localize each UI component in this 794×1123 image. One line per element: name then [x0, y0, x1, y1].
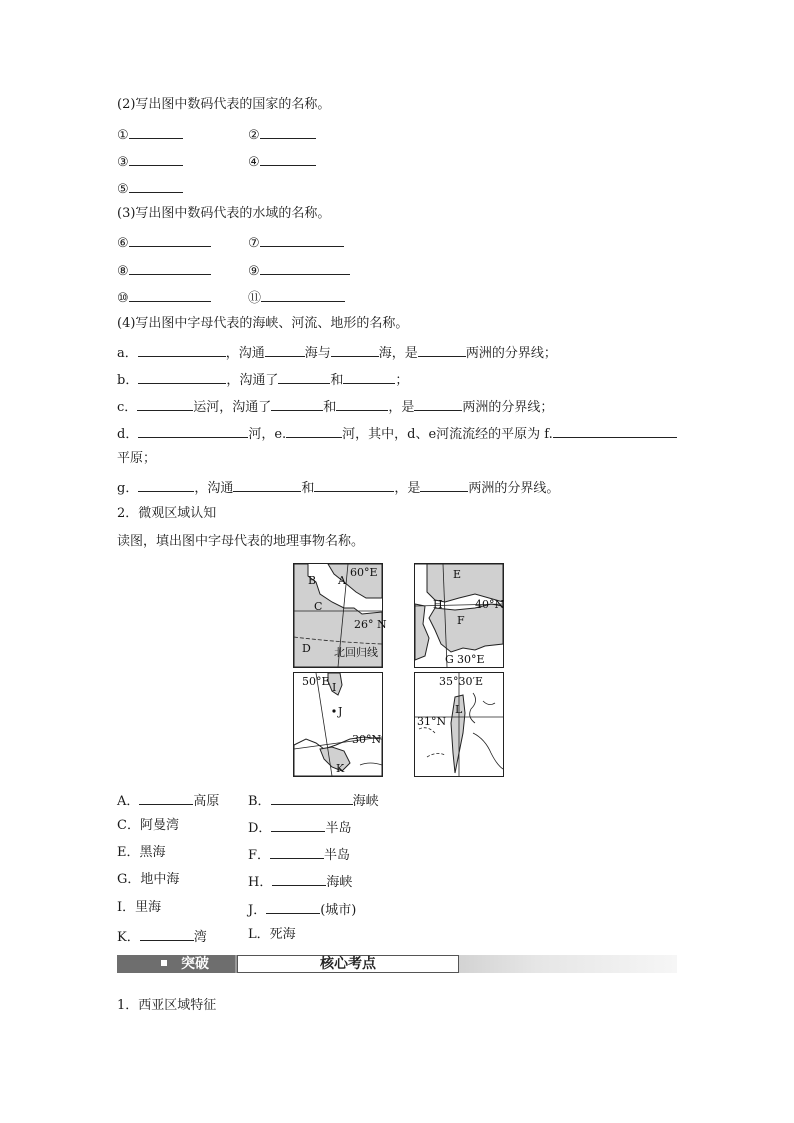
answer-blank[interactable] [270, 844, 324, 859]
map-turkey [414, 563, 504, 668]
answer-blank[interactable] [129, 178, 183, 193]
q4-line-d: d． 河，e. 河，其中，d、e河流流经的平原为 f. [117, 423, 677, 444]
answer-blank[interactable] [140, 926, 194, 941]
map-deadsea [414, 672, 504, 777]
answer-blank[interactable] [129, 124, 183, 139]
q2-item-4: ④ [248, 151, 316, 172]
answer-blank[interactable] [139, 790, 193, 805]
answer-blank[interactable] [271, 817, 325, 832]
map-label-tropic: 北回归线 [334, 646, 378, 659]
map-label-lat: 26° N [354, 618, 387, 631]
answer-blank[interactable] [418, 342, 466, 357]
map-label-lon: 50°E [302, 675, 330, 688]
q4-line-b: b． ，沟通了 和 ； [117, 369, 408, 390]
map-label-lat: 31°N [417, 715, 447, 728]
map-label-lat: 30°N [352, 733, 382, 746]
map-label-F: F [457, 614, 465, 627]
map-label-L: L [455, 703, 463, 716]
section-banner [117, 955, 677, 975]
answer-blank[interactable] [261, 287, 345, 302]
answer-C: C．阿曼湾 [117, 818, 179, 833]
q4-line-a: a． ，沟通 海与 海，是 两洲的分界线； [117, 342, 557, 363]
answer-blank[interactable] [129, 260, 211, 275]
map-label-J: J [338, 705, 343, 718]
square-bullet-icon [161, 960, 167, 966]
q4-line-g: g． ，沟通 和 ，是 两洲的分界线。 [117, 477, 559, 498]
answer-blank[interactable] [336, 396, 388, 411]
answer-blank[interactable] [265, 342, 305, 357]
answer-blank[interactable] [553, 423, 677, 438]
answer-blank[interactable] [271, 396, 323, 411]
answer-K: K． 湾 [117, 926, 207, 947]
q3-item-8: ⑧ [117, 260, 211, 281]
map-label-H: H [433, 598, 443, 611]
answer-blank[interactable] [260, 151, 316, 166]
answer-blank[interactable] [271, 790, 353, 805]
answer-E: E．黑海 [117, 845, 166, 860]
answer-blank[interactable] [138, 369, 226, 384]
map-label-A: A [338, 574, 346, 587]
answer-I: I．里海 [117, 900, 162, 915]
q3-title: (3)写出图中数码代表的水域的名称。 [117, 206, 331, 221]
answer-J: J． (城市) [248, 899, 356, 920]
answer-blank[interactable] [343, 369, 395, 384]
q2-title: (2)写出图中数码代表的国家的名称。 [117, 97, 331, 112]
banner-right: 核心考点 [237, 955, 459, 973]
answer-blank[interactable] [137, 396, 193, 411]
map-label-lon: 35°30′E [439, 675, 484, 688]
map-caspian [293, 672, 383, 777]
answer-blank[interactable] [138, 423, 248, 438]
section-title-west-asia: 1．西亚区域特征 [117, 998, 217, 1013]
q4-title: (4)写出图中字母代表的海峡、河流、地形的名称。 [117, 316, 409, 331]
map-hormuz [293, 563, 387, 668]
q3-item-11: ⑪ [248, 287, 345, 308]
answer-blank[interactable] [266, 899, 320, 914]
answer-blank[interactable] [286, 423, 342, 438]
banner-left: 突破 [117, 955, 235, 973]
map-label-E: E [453, 568, 462, 581]
answer-blank[interactable] [314, 477, 394, 492]
map-label-G: G [445, 653, 454, 666]
answer-A: A． 高原 [117, 790, 219, 811]
answer-D: D． 半岛 [248, 817, 351, 838]
q2-item-2: ② [248, 124, 316, 145]
answer-blank[interactable] [138, 477, 194, 492]
q3-item-6: ⑥ [117, 232, 211, 253]
answer-blank[interactable] [233, 477, 301, 492]
answer-H: H． 海峡 [248, 871, 352, 892]
answer-blank[interactable] [129, 151, 183, 166]
map-label-lon: 60°E [350, 566, 378, 579]
q2-item-5: ⑤ [117, 178, 183, 199]
map-label-D: D [302, 642, 311, 655]
q3-item-10: ⑩ [117, 287, 211, 308]
answer-blank[interactable] [129, 232, 211, 247]
q2-item-3: ③ [117, 151, 183, 172]
answer-B: B． 海峡 [248, 790, 379, 811]
answer-blank[interactable] [331, 342, 379, 357]
answer-blank[interactable] [272, 871, 326, 886]
q3-item-9: ⑨ [248, 260, 350, 281]
q2-item-1: ① [117, 124, 183, 145]
q4-line-d-cont: 平原； [117, 451, 157, 466]
q4-line-c: c． 运河，沟通了 和 ，是 两洲的分界线； [117, 396, 553, 417]
answer-blank[interactable] [260, 232, 344, 247]
answer-G: G．地中海 [117, 872, 180, 887]
q3-item-7: ⑦ [248, 232, 344, 253]
answer-blank[interactable] [414, 396, 462, 411]
answer-blank[interactable] [420, 477, 468, 492]
map-label-C: C [314, 600, 323, 613]
section-instruction: 读图，填出图中字母代表的地理事物名称。 [117, 534, 365, 549]
answer-blank[interactable] [260, 124, 316, 139]
map-label-lon: 30°E [457, 653, 485, 666]
answer-F: F． 半岛 [248, 844, 350, 865]
map-label-I: I [332, 681, 337, 694]
answer-blank[interactable] [278, 369, 330, 384]
map-label-B: B [308, 574, 317, 587]
answer-blank[interactable] [129, 287, 211, 302]
section-title-micro: 2．微观区域认知 [117, 506, 217, 521]
map-label-lat: 40°N [475, 598, 505, 611]
answer-blank[interactable] [260, 260, 350, 275]
answer-L: L．死海 [248, 927, 296, 942]
answer-blank[interactable] [138, 342, 226, 357]
map-label-K: K [336, 762, 345, 775]
